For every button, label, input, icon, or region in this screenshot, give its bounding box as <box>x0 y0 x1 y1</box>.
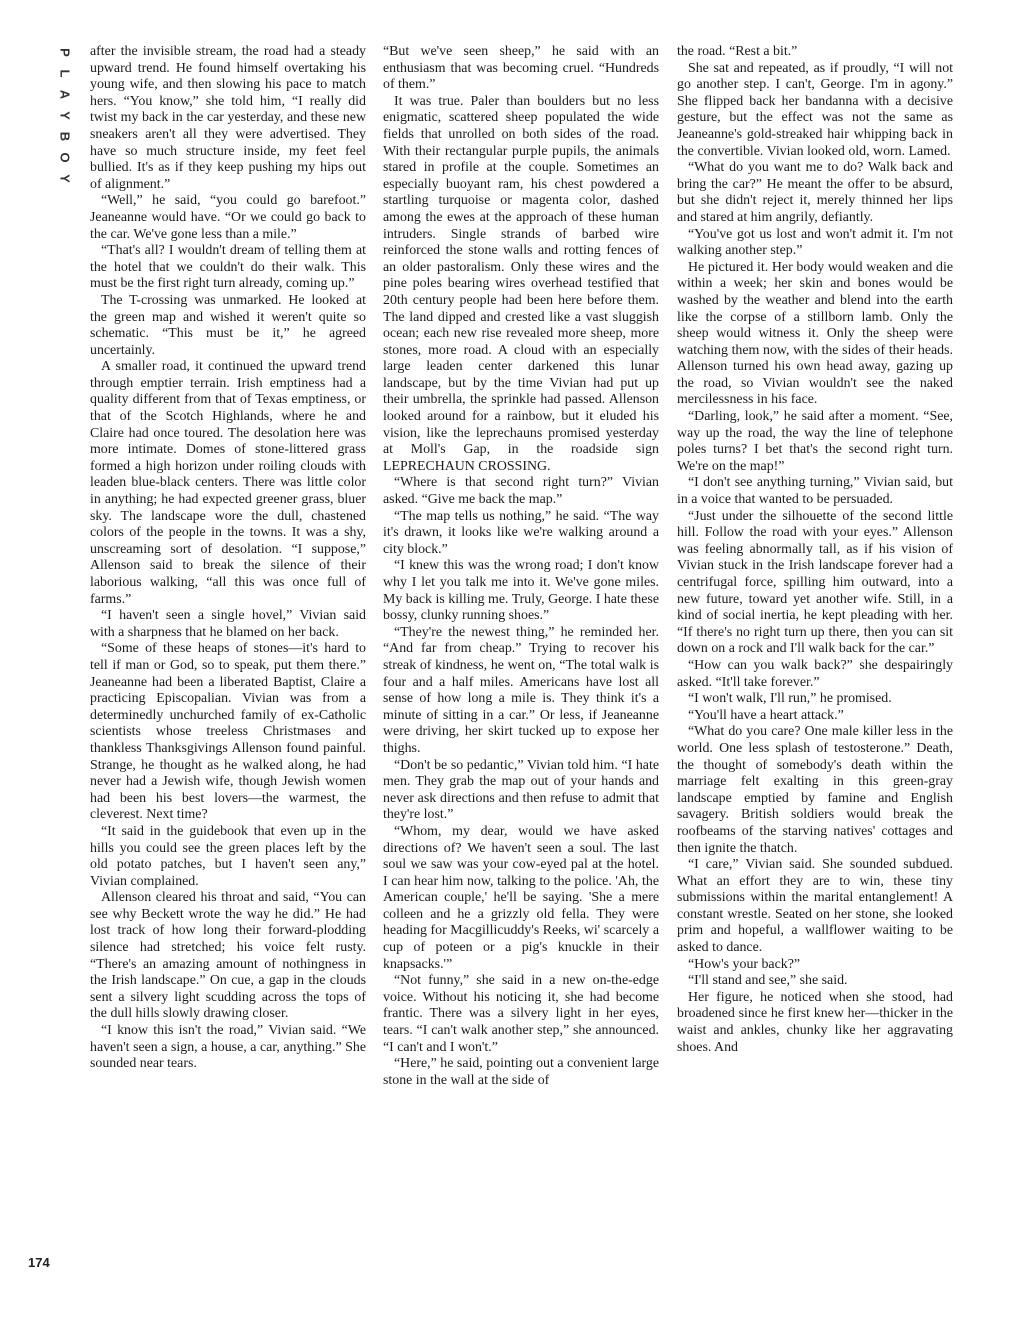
paragraph: Allenson cleared his throat and said, “You can see why Beckett wrote the way he did.” He had lost track of how long their forward-plodding silence had stretched; his voice felt rusty. “There's an amazing amount of nothingness in the Irish landscape.” On cue, a gap in the clouds sent a silvery light scudding across the tops of the dull hills slowly drawing closer. <box>90 890 366 1022</box>
page-number: 174 <box>28 1255 50 1270</box>
paragraph: “How can you walk back?” she despairingly asked. “It'll take forever.” <box>677 657 953 690</box>
paragraph: “I knew this was the wrong road; I don't know why I let you talk me into it. We've gone miles. My back is killing me. Truly, George. I hate these bossy, clunky running shoes.” <box>383 558 659 624</box>
paragraph: He pictured it. Her body would weaken and die within a week; her skin and bones would be washed by the weather and blend into the earth like the corpse of a stillborn lamb. Only the sheep would witness it. Only the sheep were watching them now, with the sides of their heads. Allenson turned his own head away, gazing up the road, so Vivian wouldn't see the naked mercilessness in his face. <box>677 259 953 408</box>
paragraph: “But we've seen sheep,” he said with an enthusiasm that was becoming cruel. “Hundreds of them.” <box>383 44 659 93</box>
paragraph: “Where is that second right turn?” Vivian asked. “Give me back the map.” <box>383 475 659 508</box>
paragraph: “That's all? I wouldn't dream of telling them at the hotel that we couldn't do their walk. This must be the first right turn already, coming up.” <box>90 243 366 292</box>
paragraph: “Well,” he said, “you could go barefoot.” Jeaneanne would have. “Or we could go back to the car. We've gone less than a mile.” <box>90 193 366 242</box>
masthead-letter: O <box>57 152 73 163</box>
paragraph: “Here,” he said, pointing out a convenient large stone in the wall at the side of <box>383 1056 659 1088</box>
masthead-letter: P <box>57 48 73 57</box>
paragraph: “I know this isn't the road,” Vivian said. “We haven't seen a sign, a house, a car, anything.” She sounded near tears. <box>90 1023 366 1072</box>
paragraph: “Darling, look,” he said after a moment. “See, way up the road, the way the line of telephone poles turns? I bet that's the second right turn. We're on the map!” <box>677 409 953 474</box>
text-column-3 <box>677 44 953 1056</box>
paragraph: “I haven't seen a single hovel,” Vivian said with a sharpness that he blamed on her back. <box>90 608 366 640</box>
paragraph: “I care,” Vivian said. She sounded subdued. What an effort they are to win, these tiny submissions within the marital entanglement! A constant wrestle. Seated on her stone, she looked prim and hopeful, a wallflower waiting to be asked to dance. <box>677 857 953 956</box>
paragraph: Her figure, he noticed when she stood, had broadened since he first knew her—thicker in the waist and ankles, chunky like her aggravating shoes. And <box>677 989 953 1055</box>
paragraph: “Don't be so pedantic,” Vivian told him. “I hate men. They grab the map out of your hands and never ask directions and then refuse to admit that they're lost.” <box>383 757 659 823</box>
paragraph: “The map tells us nothing,” he said. “The way it's drawn, it looks like we're walking around a city block.” <box>383 508 659 557</box>
paragraph: The T-crossing was unmarked. He looked at the green map and wished it weren't quite so schematic. “This must be it,” he agreed uncertainly. <box>90 292 366 358</box>
paragraph: She sat and repeated, as if proudly, “I will not go another step. I can't, George. I'm in agony.” She flipped back her bandanna with a decisive gesture, but the effect was not the same as Jeaneanne's gold-streaked hair whipping back in the convertible. Vivian looked old, worn. Lamed. <box>677 60 953 159</box>
paragraph: “I won't walk, I'll run,” he promised. <box>688 691 892 707</box>
paragraph: the road. “Rest a bit.” <box>677 44 798 59</box>
masthead-letter: B <box>57 131 73 142</box>
paragraph: “Not funny,” she said in a new on-the-edge voice. Without his noticing it, she had become frantic. There was a silvery light in her eyes, tears. “I can't walk another step,” she announced. “I can't and I won't.” <box>383 973 659 1055</box>
text-column-2 <box>383 44 659 1089</box>
paragraph: “It said in the guidebook that even up in the hills you could see the green places left by the old potato patches, but I haven't seen any,” Vivian complained. <box>90 823 366 889</box>
masthead-letter: L <box>57 69 73 78</box>
paragraph: It was true. Paler than boulders but no less enigmatic, scattered sheep populated the wide fields that unrolled on both sides of the road. With their rectangular purple pupils, the animals stared in profile at the couple. Sometimes an especially buoyant ram, his chest powdered a startling turquoise or magenta color, dashed among the ewes at the approach of these human intruders. Single strands of barbed wire reinforced the stone walls and rotting fences of an older pastoralism. Only these wires and the pine poles bearing wires overhead testified that 20th century people had been here before them. The land dipped and crested like a vast sluggish ocean; each new rise revealed more sheep, more stones, more road. A cloud with an especially large leaden center darkened this lunar landscape, but by the time Vivian had put up their umbrella, the sprinkle had passed. Allenson looked around for a rainbow, but it eluded his vision, like the leprechauns promised yesterday at Moll's Gap, in the roadside sign LEPRECHAUN CROSSING. <box>383 93 659 474</box>
paragraph: “You've got us lost and won't admit it. I'm not walking another step.” <box>677 226 953 259</box>
paragraph: after the invisible stream, the road had a steady upward trend. He found himself overtaking his young wife, and then slowing his pace to match hers. “You know,” she told him, “I really did twist my back in the car yesterday, and these new sneakers aren't all they were advertised. They have so much structure inside, my feet feel bullied. It's as if they keep pushing my hips out of alignment.” <box>90 44 366 192</box>
paragraph: “You'll have a heart attack.” <box>688 707 844 723</box>
text-column-1 <box>90 44 366 1073</box>
paragraph: “What do you want me to do? Walk back and bring the car?” He meant the offer to be absurd, but she didn't reject it, merely thinned her lips and stared at him angrily, defiantly. <box>677 160 953 225</box>
paragraph: “What do you care? One male killer less in the world. One less splash of testosterone.” Death, the thought of somebody's death within the marriage felt exalting in this green-gray landscape emptied by famine and English savagery. British soldiers would break the roofbeams of the starving natives' cottages and then ignite the thatch. <box>677 724 953 856</box>
magazine-masthead <box>50 42 72 189</box>
paragraph: “How's your back?” <box>688 956 801 972</box>
paragraph: “They're the newest thing,” he reminded her. “And far from cheap.” Trying to recover his streak of kindness, he went on, “The total walk is four and a half miles. Americans have lost all sense of how long a mile is. They think it's a minute of sitting in a car.” Or less, if Jeaneanne were driving, her skirt tucked up to expose her thighs. <box>383 624 659 756</box>
paragraph: “I don't see anything turning,” Vivian said, but in a voice that wanted to be persuaded. <box>677 475 953 508</box>
masthead-letter: Y <box>57 174 73 183</box>
paragraph: “Whom, my dear, would we have asked directions of? We haven't seen a soul. The last soul we saw was your cow-eyed pal at the hotel. I can hear him now, talking to the police. 'Ah, the American couple,' he'll be saying. 'She a mere colleen and he a grizzly old fella. They were heading for Macgillicuddy's Reeks, wi' scarcely a cup of poteen or a pig's knuckle in their knapsacks.'” <box>383 823 659 972</box>
paragraph: “I'll stand and see,” she said. <box>688 973 848 989</box>
paragraph: “Some of these heaps of stones—it's hard to tell if man or God, so to speak, put them there.” Jeaneanne had been a liberated Baptist, Claire a practicing Episcopalian. Vivian was from a determinedly unchurched family of ex-Catholic scientists whose treeless Christmases and thankless Thanksgivings Allenson found painful. Strange, he thought as he walked along, he had never had a Jewish wife, though Jewish women had been his best lovers—the warmest, the cleverest. Next time? <box>90 641 366 823</box>
paragraph: “Just under the silhouette of the second little hill. Follow the road with your eyes.” Allenson was feeling abnormally tall, as if his vision of Vivian stuck in the Irish landscape forever had a centrifugal force, spilling him outward, into a new future, toward yet another wife. Still, in a kind of social inertia, he kept pleading with her. “If there's no right turn up there, then you can sit down on a rock and I'll walk back for the car.” <box>677 508 953 657</box>
paragraph: A smaller road, it continued the upward trend through emptier terrain. Irish emptiness had a quality different from that of Texas emptiness, or that of the Scotch Highlands, where he and Claire had once toured. The desolation here was more intimate. Domes of stone-littered grass formed a high horizon under roiling clouds with leaden blue-black centers. There was little color in anything; he had expected greener grass, bluer sky. The landscape wore the dull, chastened colors of the people in the towns. It was a shy, unscreaming sort of desolation. “I suppose,” Allenson said to break the silence of their laborious walking, “all this was once full of farms.” <box>90 359 366 607</box>
masthead-letter: Y <box>57 111 73 120</box>
masthead-letter: A <box>57 89 73 100</box>
